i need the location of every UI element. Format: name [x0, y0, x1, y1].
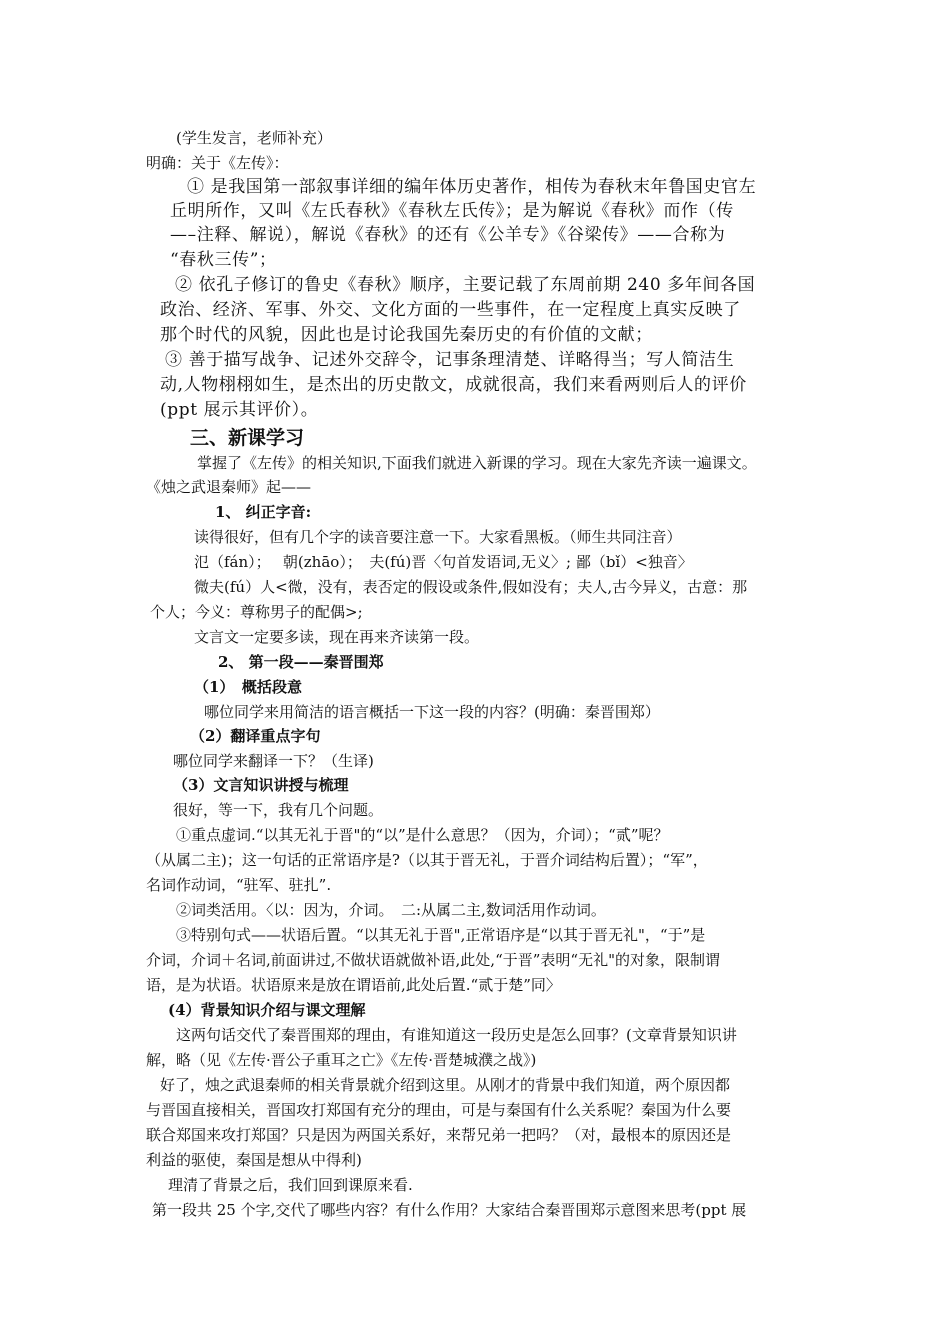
text-line: ②词类活用。〈以：因为，介词。 二:从属二主,数词活用作动词。 — [176, 901, 606, 919]
text-line: 那个时代的风貌，因此也是讨论我国先秦历史的有价值的文献； — [160, 325, 653, 345]
text-line: 动,人物栩栩如生，是杰出的历史散文，成就很高，我们来看两则后人的评价 — [160, 375, 747, 395]
text-line: 解，略（见《左传·晋公子重耳之亡》《左传·晋楚城濮之战》) — [146, 1051, 537, 1069]
subsection-heading: 1、 纠正字音: — [215, 503, 312, 521]
text-line: 名词作动词，“驻军、驻扎”. — [146, 876, 332, 894]
text-line: 文言文一定要多读，现在再来齐读第一段。 — [194, 628, 480, 646]
text-line: ③特别句式——状语后置。“以其无礼于晋",正常语序是“以其于晋无礼"，“于”是 — [176, 926, 706, 944]
text-line: 哪位同学来用简洁的语言概括一下这一段的内容？(明确：秦晋围郑） — [204, 703, 660, 721]
text-line: —–注释、解说），解说《春秋》的还有《公羊专》《谷梁传》——合称为 — [170, 225, 726, 245]
subsection-heading: （2）翻译重点字句 — [190, 727, 321, 745]
text-line: 理清了背景之后，我们回到课原来看. — [168, 1176, 413, 1194]
text-line: 这两句话交代了秦晋围郑的理由，有谁知道这一段历史是怎么回事？(文章背景知识讲 — [176, 1026, 737, 1044]
text-line: 语，是为状语。状语原来是放在谓语前,此处后置.“贰于楚”同〉 — [146, 976, 561, 994]
text-line: ① 是我国第一部叙事详细的编年体历史著作，相传为春秋末年鲁国史官左 — [187, 177, 757, 197]
text-line: 联合郑国来攻打郑国？只是因为两国关系好，来帮兄弟一把吗？（对，最根本的原因还是 — [146, 1126, 732, 1144]
text-line: 第一段共 25 个字,交代了哪些内容？有什么作用？大家结合秦晋围郑示意图来思考(ppt 展 — [152, 1201, 747, 1219]
text-line: 很好，等一下，我有几个问题。 — [173, 801, 384, 819]
text-line: 好了，烛之武退秦师的相关背景就介绍到这里。从刚才的背景中我们知道，两个原因都 — [160, 1076, 731, 1094]
text-line: ② 依孔子修订的鲁史《春秋》顺序，主要记载了东周前期 240 多年间各国 — [175, 275, 756, 295]
text-line: 明确：关于《左传》： — [146, 154, 289, 172]
text-line: ①重点虚词.“以其无礼于晋"的“以”是什么意思？（因为，介词）；“贰”呢？ — [176, 826, 669, 844]
text-line: 与晋国直接相关，晋国攻打郑国有充分的理由，可是与秦国有什么关系呢？秦国为什么要 — [146, 1101, 732, 1119]
text-line: 掌握了《左传》的相关知识,下面我们就进入新课的学习。现在大家先齐读一遍课文。 — [197, 454, 757, 472]
text-line: 利益的驱使，秦国是想从中得利) — [146, 1151, 362, 1169]
text-line: 哪位同学来翻译一下？（生译) — [173, 752, 374, 770]
subsection-heading: (4）背景知识介绍与课文理解 — [168, 1001, 366, 1019]
subsection-heading: （1） 概括段意 — [194, 678, 302, 696]
text-line: 政治、经济、军事、外交、文化方面的一些事件，在一定程度上真实反映了 — [160, 300, 741, 320]
text-line: （从属二主)；这一句话的正常语序是?（以其于晋无礼，于晋介词结构后置）；“军”， — [146, 851, 708, 869]
text-line: (ppt 展示其评价）。 — [160, 400, 319, 420]
text-line: 《烛之武退秦师》起—— — [146, 478, 312, 496]
text-line: 个人；今义：尊称男子的配偶>; — [150, 603, 363, 621]
text-line: 丘明所作，又叫《左氏春秋》《春秋左氏传》；是为解说《春秋》而作（传 — [170, 201, 734, 221]
text-line: 氾（fán）； 朝(zhāo）； 夫(fú)晋〈句首发语词,无义〉; 鄙（bǐ）<独音〉 — [194, 553, 693, 571]
text-line: (学生发言，老师补充） — [176, 129, 332, 147]
text-line: 介词，介词＋名词,前面讲过,不做状语就做补语,此处,“于晋”表明“无礼"的对象，限制谓 — [146, 951, 720, 969]
text-line: 微夫(fú）人<微，没有，表否定的假设或条件,假如没有；夫人,古今异义，古意：那 — [194, 578, 748, 596]
text-line: ③ 善于描写战争、记述外交辞令，记事条理清楚、详略得当；写人简洁生 — [165, 350, 735, 370]
section-heading: 三、新课学习 — [190, 427, 305, 449]
subsection-heading: 2、 第一段——秦晋围郑 — [218, 653, 384, 671]
text-line: 读得很好，但有几个字的读音要注意一下。大家看黑板。（师生共同注音） — [194, 528, 682, 546]
subsection-heading: （3）文言知识讲授与梳理 — [173, 776, 349, 794]
text-line: “春秋三传”； — [170, 250, 277, 270]
